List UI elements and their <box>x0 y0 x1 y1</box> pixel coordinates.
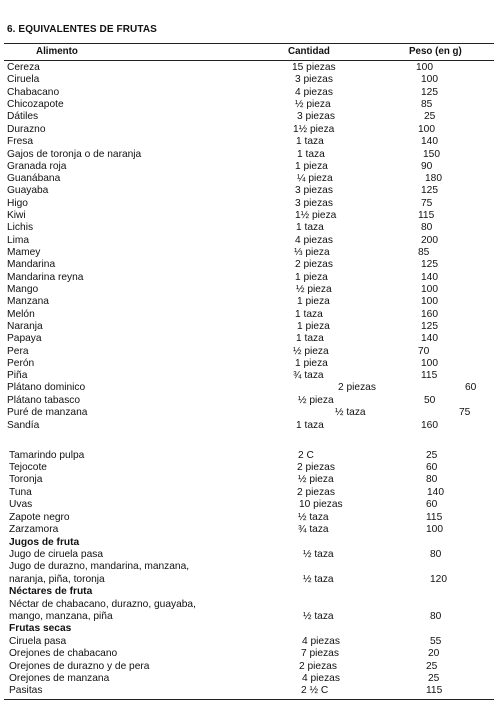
weight-cell: 55 <box>430 636 442 647</box>
quantity-cell: ⅓ pieza <box>294 247 330 258</box>
weight-cell: 25 <box>426 661 438 672</box>
food-name-continued: Jugo de durazno, mandarina, manzana, <box>9 561 190 572</box>
weight-cell: 100 <box>421 296 438 307</box>
food-name: Guanábana <box>7 173 61 184</box>
food-name: Chabacano <box>7 87 60 98</box>
food-name: Plátano dominico <box>7 382 86 393</box>
weight-cell: 115 <box>426 685 443 696</box>
quantity-cell: ½ pieza <box>293 346 329 357</box>
quantity-cell: 1 pieza <box>297 321 330 332</box>
weight-cell: 60 <box>465 382 477 393</box>
weight-cell: 115 <box>426 512 443 523</box>
weight-cell: 25 <box>424 111 436 122</box>
food-name: Durazno <box>7 124 46 135</box>
food-name: naranja, piña, toronja <box>9 574 105 585</box>
food-name: Dátiles <box>7 111 39 122</box>
quantity-cell: 1 taza <box>296 420 324 431</box>
food-name: Uvas <box>9 499 33 510</box>
quantity-cell: ½ taza <box>335 407 366 418</box>
food-name: Orejones de chabacano <box>9 648 118 659</box>
food-name: Ciruela <box>7 74 40 85</box>
weight-cell: 140 <box>421 272 438 283</box>
weight-cell: 85 <box>418 247 430 258</box>
weight-cell: 115 <box>418 210 435 221</box>
weight-cell: 115 <box>421 370 438 381</box>
weight-cell: 80 <box>430 611 442 622</box>
quantity-cell: 7 piezas <box>301 648 339 659</box>
weight-cell: 140 <box>421 136 438 147</box>
food-name: Cereza <box>7 62 40 73</box>
weight-cell: 70 <box>418 346 430 357</box>
quantity-cell: ¼ pieza <box>297 173 333 184</box>
weight-cell: 125 <box>421 87 438 98</box>
weight-cell: 120 <box>430 574 447 585</box>
weight-cell: 100 <box>421 358 438 369</box>
quantity-cell: ½ taza <box>303 611 334 622</box>
weight-cell: 85 <box>421 99 433 110</box>
weight-cell: 150 <box>423 149 440 160</box>
quantity-cell: 1 pieza <box>295 161 328 172</box>
quantity-cell: 2 piezas <box>297 487 335 498</box>
weight-cell: 80 <box>421 222 433 233</box>
weight-cell: 140 <box>427 487 444 498</box>
food-name: Manzana <box>7 296 49 307</box>
food-name: Mamey <box>7 247 41 258</box>
weight-cell: 80 <box>426 474 438 485</box>
quantity-cell: ½ pieza <box>296 284 332 295</box>
quantity-cell: 2 piezas <box>299 661 337 672</box>
column-header-cantidad: Cantidad <box>288 46 330 57</box>
quantity-cell: 1 taza <box>296 136 324 147</box>
food-name: Toronja <box>9 474 43 485</box>
quantity-cell: 2 ½ C <box>301 685 329 696</box>
weight-cell: 100 <box>426 524 443 535</box>
weight-cell: 60 <box>426 499 438 510</box>
quantity-cell: 2 piezas <box>295 259 333 270</box>
food-name: Orejones de manzana <box>9 673 110 684</box>
food-name: Melón <box>7 309 35 320</box>
weight-cell: 90 <box>421 161 433 172</box>
food-name: Perón <box>7 358 35 369</box>
weight-cell: 25 <box>426 450 438 461</box>
section-heading: Néctares de fruta <box>9 586 93 597</box>
food-name: Mandarina <box>7 259 56 270</box>
quantity-cell: ½ taza <box>298 512 329 523</box>
food-name: Gajos de toronja o de naranja <box>7 149 142 160</box>
weight-cell: 125 <box>421 185 438 196</box>
food-name: Pasitas <box>9 685 43 696</box>
quantity-cell: 3 piezas <box>297 111 335 122</box>
weight-cell: 20 <box>428 648 440 659</box>
food-name: Tuna <box>9 487 32 498</box>
weight-cell: 140 <box>421 333 438 344</box>
food-name: Granada roja <box>7 161 67 172</box>
food-name: Pera <box>7 346 29 357</box>
quantity-cell: 1½ pieza <box>295 210 337 221</box>
quantity-cell: ½ pieza <box>295 99 331 110</box>
quantity-cell: ½ taza <box>303 574 334 585</box>
quantity-cell: 15 piezas <box>292 62 336 73</box>
weight-cell: 100 <box>416 62 433 73</box>
weight-cell: 100 <box>421 74 438 85</box>
weight-cell: 80 <box>430 549 442 560</box>
quantity-cell: 2 piezas <box>297 462 335 473</box>
food-name: Naranja <box>7 321 43 332</box>
quantity-cell: 3 piezas <box>295 74 333 85</box>
quantity-cell: ½ taza <box>303 549 334 560</box>
food-name: Orejones de durazno y de pera <box>9 661 150 672</box>
quantity-cell: ¾ taza <box>293 370 324 381</box>
weight-cell: 125 <box>421 259 438 270</box>
quantity-cell: ¾ taza <box>298 524 329 535</box>
quantity-cell: 1 taza <box>297 149 325 160</box>
food-name: Papaya <box>7 333 42 344</box>
weight-cell: 60 <box>426 462 438 473</box>
weight-cell: 125 <box>421 321 438 332</box>
weight-cell: 180 <box>425 173 442 184</box>
weight-cell: 50 <box>424 395 436 406</box>
quantity-cell: 2 piezas <box>338 382 376 393</box>
weight-cell: 160 <box>421 420 438 431</box>
food-name: Kiwi <box>7 210 26 221</box>
quantity-cell: ½ pieza <box>298 395 334 406</box>
quantity-cell: 1 taza <box>295 309 323 320</box>
weight-cell: 200 <box>421 235 438 246</box>
quantity-cell: ½ pieza <box>298 474 334 485</box>
food-name: Lima <box>7 235 30 246</box>
food-name: Jugo de ciruela pasa <box>9 549 104 560</box>
food-name: Mango <box>7 284 39 295</box>
quantity-cell: 1 pieza <box>295 272 328 283</box>
bottom-rule <box>4 699 494 700</box>
quantity-cell: 1 pieza <box>297 296 330 307</box>
quantity-cell: 1 taza <box>296 333 324 344</box>
food-name: Piña <box>7 370 28 381</box>
quantity-cell: 4 piezas <box>295 235 333 246</box>
food-name: Puré de manzana <box>7 407 88 418</box>
quantity-cell: 10 piezas <box>299 499 343 510</box>
food-name: Tamarindo pulpa <box>9 450 85 461</box>
food-name: Higo <box>7 198 28 209</box>
quantity-cell: 4 piezas <box>302 636 340 647</box>
column-header-alimento: Alimento <box>36 46 78 57</box>
weight-cell: 25 <box>428 673 440 684</box>
weight-cell: 75 <box>421 198 433 209</box>
quantity-cell: 2 C <box>298 450 314 461</box>
food-name-continued: Néctar de chabacano, durazno, guayaba, <box>9 599 196 610</box>
weight-cell: 100 <box>418 124 435 135</box>
quantity-cell: 1 taza <box>296 222 324 233</box>
food-name: Tejocote <box>9 462 47 473</box>
food-name: Sandía <box>7 420 40 431</box>
page-title: 6. EQUIVALENTES DE FRUTAS <box>7 24 157 35</box>
food-name: Ciruela pasa <box>9 636 67 647</box>
quantity-cell: 1½ pieza <box>293 124 335 135</box>
section-heading: Jugos de fruta <box>9 537 80 548</box>
food-name: Plátano tabasco <box>7 395 81 406</box>
quantity-cell: 4 piezas <box>302 673 340 684</box>
weight-cell: 100 <box>421 284 438 295</box>
food-name: Fresa <box>7 136 34 147</box>
food-name: mango, manzana, piña <box>9 611 113 622</box>
quantity-cell: 3 piezas <box>295 198 333 209</box>
quantity-cell: 3 piezas <box>295 185 333 196</box>
quantity-cell: 4 piezas <box>295 87 333 98</box>
weight-cell: 160 <box>421 309 438 320</box>
section-heading: Frutas secas <box>9 623 72 634</box>
food-name: Lichis <box>7 222 34 233</box>
weight-cell: 75 <box>459 407 471 418</box>
food-name: Chicozapote <box>7 99 64 110</box>
food-name: Zapote negro <box>9 512 70 523</box>
column-header-peso: Peso (en g) <box>409 46 462 57</box>
food-name: Guayaba <box>7 185 49 196</box>
food-name: Zarzamora <box>9 524 59 535</box>
food-name: Mandarina reyna <box>7 272 84 283</box>
quantity-cell: 1 pieza <box>295 358 328 369</box>
